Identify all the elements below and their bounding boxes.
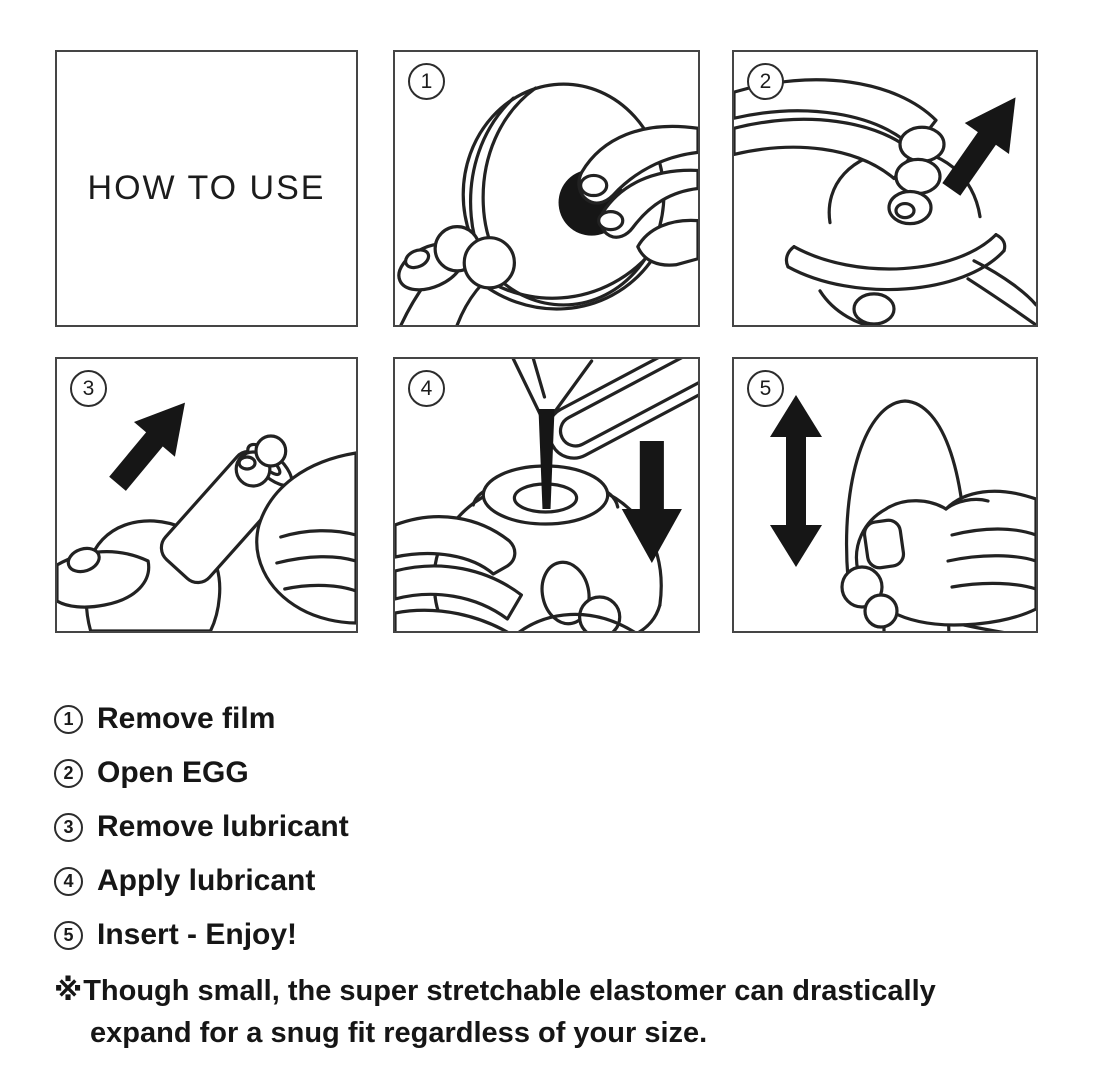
instruction-item-5 [54, 908, 349, 962]
panel-number-badge: 1 [408, 63, 445, 100]
footnote [54, 969, 936, 1054]
instruction-number-badge: 4 [54, 867, 83, 896]
instruction-label: Insert - Enjoy! [97, 918, 298, 951]
panel-step-1-remove-film [393, 50, 700, 327]
instruction-number-badge: 3 [54, 813, 83, 842]
reference-mark: ※ [54, 973, 83, 1007]
instruction-label: Apply lubricant [97, 864, 316, 897]
footnote-line-2: expand for a snug fit regardless of your size. [90, 1017, 708, 1049]
instruction-label: Remove film [97, 702, 276, 735]
panel-number-badge: 3 [70, 370, 107, 407]
instruction-item-3 [54, 800, 349, 854]
instruction-number-badge: 1 [54, 705, 83, 734]
instruction-list [54, 692, 349, 962]
panel-number-badge: 5 [747, 370, 784, 407]
instruction-item-4 [54, 854, 349, 908]
instruction-label: Remove lubricant [97, 810, 349, 843]
instruction-number-badge: 2 [54, 759, 83, 788]
page-title: HOW TO USE [87, 169, 326, 207]
instruction-item-1 [54, 692, 349, 746]
panel-step-5-insert-enjoy [732, 357, 1038, 633]
instruction-number-badge: 5 [54, 921, 83, 950]
footnote-text: Though small, the super stretchable elastomer can drastically [83, 975, 936, 1007]
how-to-use-panel [55, 50, 358, 327]
arrow-up-down-icon [770, 395, 822, 567]
arrow-up-right-icon [97, 385, 205, 501]
panel-number-badge: 4 [408, 370, 445, 407]
panel-number-badge: 2 [747, 63, 784, 100]
panel-step-4-apply-lubricant [393, 357, 700, 633]
footnote-line-1 [54, 969, 936, 1012]
instruction-label: Open EGG [97, 756, 249, 789]
arrow-down-icon [622, 441, 682, 563]
panel-step-2-open-egg [732, 50, 1038, 327]
instruction-item-2 [54, 746, 349, 800]
panel-step-3-remove-lubricant [55, 357, 358, 633]
